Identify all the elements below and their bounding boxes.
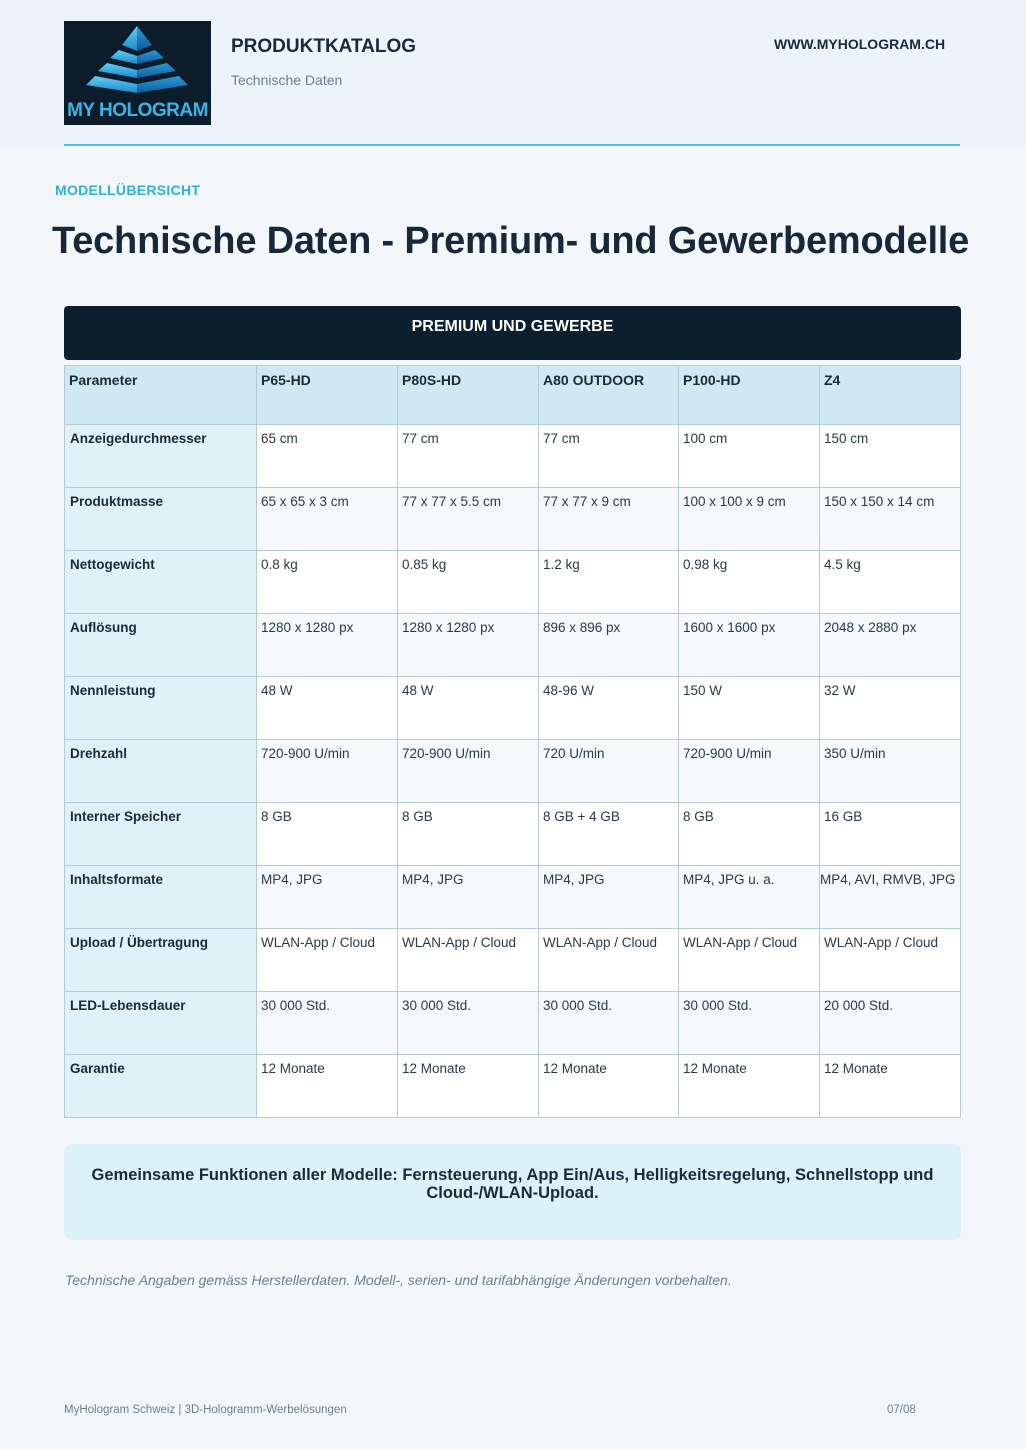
section-label: MODELLÜBERSICHT xyxy=(55,182,201,198)
table-cell: 77 cm xyxy=(398,425,539,488)
table-cell: 1280 x 1280 px xyxy=(398,614,539,677)
column-header-p65-hd: P65-HD xyxy=(257,366,398,425)
logo-text: MY HOLOGRAM xyxy=(67,100,208,121)
table-cell: 4.5 kg xyxy=(820,551,961,614)
table-cell: 12 Monate xyxy=(257,1055,398,1118)
row-label: Produktmasse xyxy=(65,488,257,551)
website-link[interactable]: WWW.MYHOLOGRAM.CH xyxy=(774,36,946,52)
table-cell: 77 cm xyxy=(539,425,679,488)
row-label: Upload / Übertragung xyxy=(65,929,257,992)
table-row xyxy=(65,929,961,992)
table-cell: 16 GB xyxy=(820,803,961,866)
disclaimer-text: Technische Angaben gemäss Herstellerdaten. Modell-, serien- und tarifabhängige Änderungen vorbehalten. xyxy=(65,1272,732,1288)
table-row xyxy=(65,551,961,614)
row-label: Drehzahl xyxy=(65,740,257,803)
header-divider xyxy=(64,144,960,146)
table-cell: 12 Monate xyxy=(398,1055,539,1118)
table-cell: 30 000 Std. xyxy=(679,992,820,1055)
table-cell: 20 000 Std. xyxy=(820,992,961,1055)
table-cell: 896 x 896 px xyxy=(539,614,679,677)
page-title: Technische Daten - Premium- und Gewerbemodelle xyxy=(52,220,970,262)
table-cell: 1600 x 1600 px xyxy=(679,614,820,677)
table-cell: 48-96 W xyxy=(539,677,679,740)
table-cell: 12 Monate xyxy=(679,1055,820,1118)
row-label: LED-Lebensdauer xyxy=(65,992,257,1055)
table-cell: 0.85 kg xyxy=(398,551,539,614)
table-cell: 100 x 100 x 9 cm xyxy=(679,488,820,551)
table-cell: MP4, JPG xyxy=(539,866,679,929)
table-cell: 150 x 150 x 14 cm xyxy=(820,488,961,551)
table-cell: WLAN-App / Cloud xyxy=(679,929,820,992)
table-cell: 8 GB xyxy=(257,803,398,866)
table-row xyxy=(65,803,961,866)
table-cell: 150 W xyxy=(679,677,820,740)
table-cell: WLAN-App / Cloud xyxy=(398,929,539,992)
column-header-a80-outdoor: A80 OUTDOOR xyxy=(539,366,679,425)
table-row xyxy=(65,488,961,551)
row-label: Anzeigedurchmesser xyxy=(65,425,257,488)
catalog-title: PRODUKTKATALOG xyxy=(231,36,417,57)
table-row xyxy=(65,992,961,1055)
table-cell: MP4, JPG u. a. xyxy=(679,866,820,929)
table-cell: 1280 x 1280 px xyxy=(257,614,398,677)
table-cell: 8 GB xyxy=(398,803,539,866)
table-cell: 12 Monate xyxy=(539,1055,679,1118)
table-cell: 48 W xyxy=(398,677,539,740)
table-cell: 48 W xyxy=(257,677,398,740)
common-features-box: Gemeinsame Funktionen aller Modelle: Fernsteuerung, App Ein/Aus, Helligkeitsregelung, Schnellstopp und Cloud-/WLAN-Upload. xyxy=(64,1144,961,1240)
table-row xyxy=(65,740,961,803)
spec-table xyxy=(64,365,961,1118)
table-cell: 12 Monate xyxy=(820,1055,961,1118)
table-cell: 1.2 kg xyxy=(539,551,679,614)
column-header-z4: Z4 xyxy=(820,366,961,425)
table-cell: WLAN-App / Cloud xyxy=(539,929,679,992)
table-row xyxy=(65,614,961,677)
row-label: Nettogewicht xyxy=(65,551,257,614)
page-number: 07/08 xyxy=(887,1404,916,1416)
table-cell: 30 000 Std. xyxy=(539,992,679,1055)
table-cell: 77 x 77 x 9 cm xyxy=(539,488,679,551)
table-header-row xyxy=(65,366,961,425)
table-cell: 2048 x 2880 px xyxy=(820,614,961,677)
table-cell: 65 cm xyxy=(257,425,398,488)
table-cell: 350 U/min xyxy=(820,740,961,803)
row-label: Auflösung xyxy=(65,614,257,677)
table-cell: MP4, JPG xyxy=(257,866,398,929)
table-cell: MP4, AVI, RMVB, JPG xyxy=(820,866,961,929)
table-cell: 30 000 Std. xyxy=(257,992,398,1055)
table-cell: 77 x 77 x 5.5 cm xyxy=(398,488,539,551)
table-cell: 150 cm xyxy=(820,425,961,488)
table-cell: 8 GB + 4 GB xyxy=(539,803,679,866)
table-cell: 32 W xyxy=(820,677,961,740)
table-banner: PREMIUM UND GEWERBE xyxy=(64,306,961,360)
row-label: Inhaltsformate xyxy=(65,866,257,929)
table-row xyxy=(65,425,961,488)
table-cell: 65 x 65 x 3 cm xyxy=(257,488,398,551)
table-cell: 8 GB xyxy=(679,803,820,866)
table-row xyxy=(65,866,961,929)
page-header xyxy=(0,0,1026,147)
row-label: Garantie xyxy=(65,1055,257,1118)
brand-logo[interactable] xyxy=(64,21,211,125)
table-row xyxy=(65,677,961,740)
column-header-parameter: Parameter xyxy=(65,366,257,425)
table-cell: 0.8 kg xyxy=(257,551,398,614)
footer-company: MyHologram Schweiz | 3D-Hologramm-Werbelösungen xyxy=(64,1404,347,1416)
table-cell: 720-900 U/min xyxy=(679,740,820,803)
table-cell: MP4, JPG xyxy=(398,866,539,929)
table-cell: 720 U/min xyxy=(539,740,679,803)
table-cell: 720-900 U/min xyxy=(398,740,539,803)
catalog-subtitle: Technische Daten xyxy=(231,72,343,88)
row-label: Nennleistung xyxy=(65,677,257,740)
table-cell: WLAN-App / Cloud xyxy=(820,929,961,992)
table-cell: 30 000 Std. xyxy=(398,992,539,1055)
table-cell: 0.98 kg xyxy=(679,551,820,614)
row-label: Interner Speicher xyxy=(65,803,257,866)
column-header-p80s-hd: P80S-HD xyxy=(398,366,539,425)
table-cell: WLAN-App / Cloud xyxy=(257,929,398,992)
table-row xyxy=(65,1055,961,1118)
column-header-p100-hd: P100-HD xyxy=(679,366,820,425)
table-cell: 720-900 U/min xyxy=(257,740,398,803)
table-cell: 100 cm xyxy=(679,425,820,488)
